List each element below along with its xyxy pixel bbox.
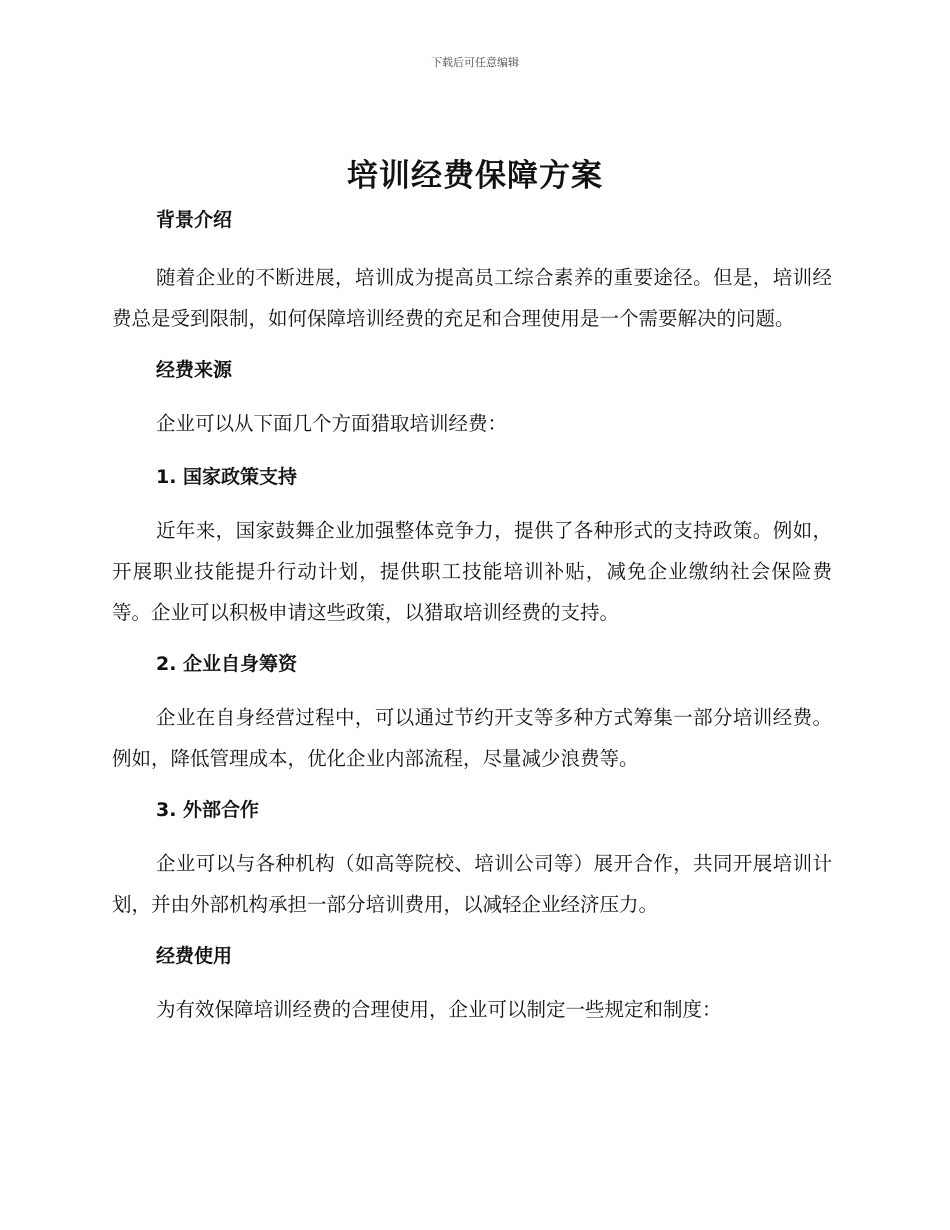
paragraph-background: 随着企业的不断进展，培训成为提高员工综合素养的重要途径。但是，培训经费总是受到限制，如何保障培训经费的充足和合理使用是一个需要解决的问题。 bbox=[112, 266, 832, 330]
subsection-heading-policy-support: 1. 国家政策支持 bbox=[156, 466, 298, 488]
section-heading-funding-usage: 经费使用 bbox=[156, 945, 233, 967]
section-heading-funding-sources: 经费来源 bbox=[156, 359, 233, 381]
document-body bbox=[112, 201, 832, 1030]
subsection-heading-external-cooperation: 3. 外部合作 bbox=[156, 799, 260, 821]
document-title: 培训经费保障方案 bbox=[347, 158, 603, 194]
paragraph-external-cooperation: 企业可以与各种机构（如高等院校、培训公司等）展开合作，共同开展培训计划，并由外部机构承担一部分培训费用，以减轻企业经济压力。 bbox=[112, 852, 832, 916]
section-heading-background: 背景介绍 bbox=[156, 209, 233, 231]
paragraph-self-funding: 企业在自身经营过程中，可以通过节约开支等多种方式筹集一部分培训经费。例如，降低管理成本，优化企业内部流程，尽量减少浪费等。 bbox=[112, 706, 832, 770]
paragraph-funding-usage-intro: 为有效保障培训经费的合理使用，企业可以制定一些规定和制度： bbox=[156, 998, 722, 1021]
page-header-note: 下载后可任意编辑 bbox=[431, 56, 519, 69]
subsection-heading-self-funding: 2. 企业自身筹资 bbox=[156, 653, 298, 675]
paragraph-policy-support: 近年来，国家鼓舞企业加强整体竞争力，提供了各种形式的支持政策。例如，开展职业技能提升行动计划，提供职工技能培训补贴，减免企业缴纳社会保险费等。企业可以积极申请这些政策，以猎取培训经费的支持。 bbox=[112, 519, 832, 624]
paragraph-funding-sources-intro: 企业可以从下面几个方面猎取培训经费： bbox=[156, 412, 508, 435]
